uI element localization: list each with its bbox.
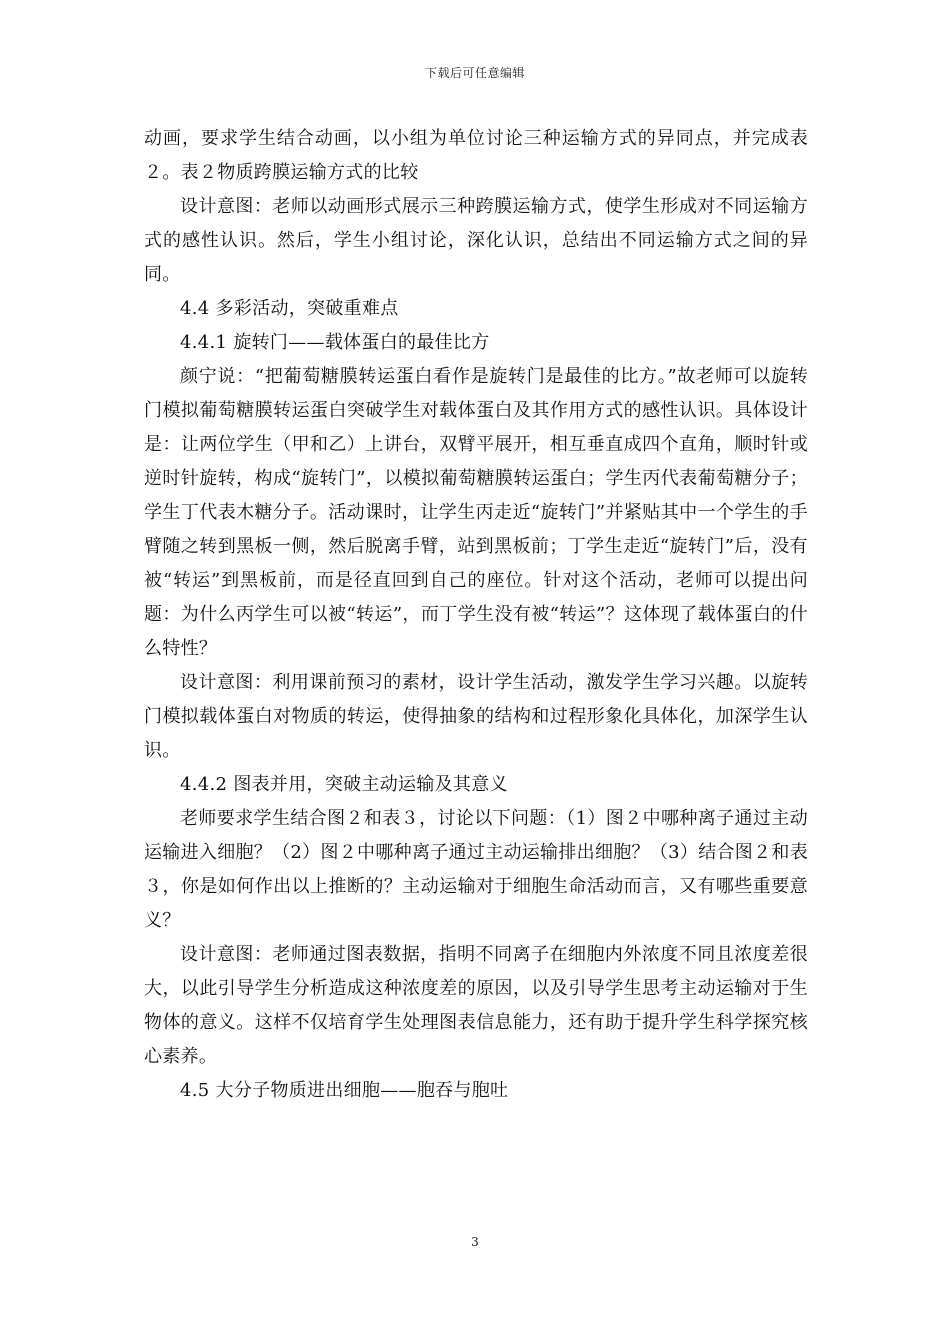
paragraph: 老师要求学生结合图２和表３，讨论以下问题：（1）图２中哪种离子通过主动运输进入细胞？（2）图２中哪种离子通过主动运输排出细胞？（3）结合图２和表３，你是如何作出以上推断的？主动运输对于细胞生命活动而言，又有哪些重要意义？ — [144, 808, 809, 931]
section-heading: 4.4 多彩活动，突破重难点 — [180, 298, 399, 319]
section-heading: 4.4.2 图表并用，突破主动运输及其意义 — [180, 774, 508, 795]
paragraph: 动画，要求学生结合动画，以小组为单位讨论三种运输方式的异同点，并完成表２。表２物质跨膜运输方式的比较 — [144, 128, 808, 183]
paragraph: 设计意图：老师以动画形式展示三种跨膜运输方式，使学生形成对不同运输方式的感性认识。然后，学生小组讨论，深化认识，总结出不同运输方式之间的异同。 — [144, 196, 808, 285]
paragraph: 设计意图：利用课前预习的素材，设计学生活动，激发学生学习兴趣。以旋转门模拟载体蛋白对物质的转运，使得抽象的结构和过程形象化具体化，加深学生认识。 — [144, 672, 808, 761]
paragraph: 颜宁说：“把葡萄糖膜转运蛋白看作是旋转门是最佳的比方。”故老师可以旋转门模拟葡萄糖膜转运蛋白突破学生对载体蛋白及其作用方式的感性认识。具体设计是：让两位学生（甲和乙）上讲台，双臂平展开，相互垂直成四个直角，顺时针或逆时针旋转，构成“旋转门”，以模拟葡萄糖膜转运蛋白；学生丙代表葡萄糖分子；学生丁代表木糖分子。活动课时，让学生丙走近“旋转门”并紧贴其中一个学生的手臂随之转到黑板一侧，然后脱离手臂，站到黑板前；丁学生走近“旋转门”后，没有被“转运”到黑板前，而是径直回到自己的座位。针对这个活动，老师可以提出问题：为什么丙学生可以被“转运”，而丁学生没有被“转运”？这体现了载体蛋白的什么特性？ — [144, 366, 808, 659]
paragraph: 设计意图：老师通过图表数据，指明不同离子在细胞内外浓度不同且浓度差很大，以此引导学生分析造成这种浓度差的原因，以及引导学生思考主动运输对于生物体的意义。这样不仅培育学生处理图表信息能力，还有助于提升学生科学探究核心素养。 — [144, 944, 808, 1067]
section-heading: 4.4.1 旋转门——载体蛋白的最佳比方 — [180, 332, 490, 353]
body-text — [144, 122, 808, 1108]
page-header: 下载后可任意编辑 — [424, 66, 525, 80]
page-number: 3 — [471, 1235, 479, 1249]
section-heading: 4.5 大分子物质进出细胞——胞吞与胞吐 — [180, 1080, 509, 1101]
